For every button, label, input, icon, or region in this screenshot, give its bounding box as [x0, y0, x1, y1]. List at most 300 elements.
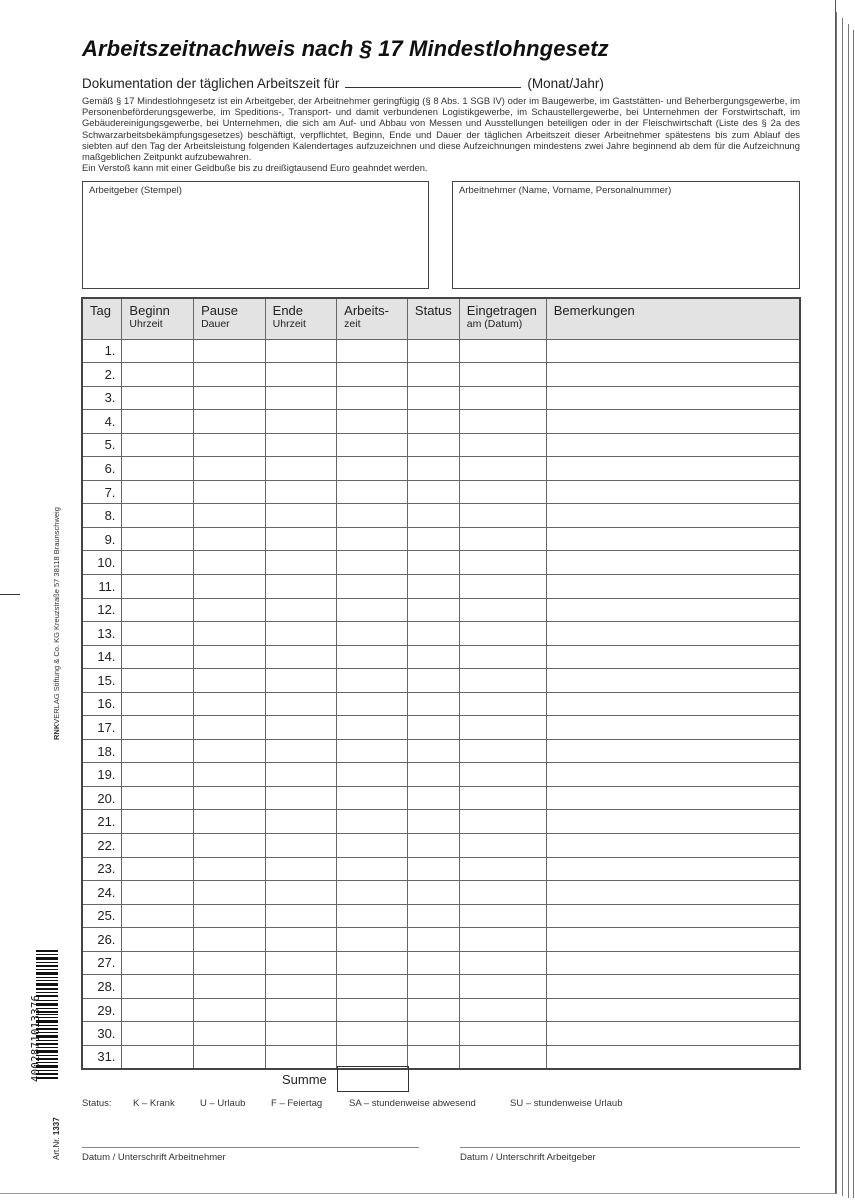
table-row: [82, 410, 800, 434]
table-cell[interactable]: [407, 928, 459, 952]
table-cell[interactable]: [546, 786, 800, 810]
table-cell[interactable]: [459, 433, 546, 457]
table-cell[interactable]: [265, 833, 337, 857]
punch-mark: [0, 594, 20, 595]
table-cell[interactable]: [122, 951, 194, 975]
day-number: 11.: [82, 574, 122, 598]
table-row: [82, 739, 800, 763]
day-number: 2.: [82, 363, 122, 387]
table-cell[interactable]: [459, 810, 546, 834]
table-cell[interactable]: [407, 386, 459, 410]
table-cell[interactable]: [337, 716, 408, 740]
table-cell[interactable]: [459, 339, 546, 363]
table-cell[interactable]: [265, 645, 337, 669]
table-cell[interactable]: [337, 598, 408, 622]
table-cell[interactable]: [459, 386, 546, 410]
table-cell[interactable]: [337, 833, 408, 857]
day-number: 20.: [82, 786, 122, 810]
status-item-abwesend: SA – stundenweise abwesend: [349, 1098, 476, 1109]
table-cell[interactable]: [546, 457, 800, 481]
table-cell[interactable]: [459, 669, 546, 693]
table-cell[interactable]: [337, 574, 408, 598]
table-cell[interactable]: [122, 975, 194, 999]
table-cell[interactable]: [407, 904, 459, 928]
table-cell[interactable]: [194, 1045, 266, 1069]
table-cell[interactable]: [337, 975, 408, 999]
table-cell[interactable]: [407, 669, 459, 693]
table-cell[interactable]: [194, 622, 266, 646]
table-cell[interactable]: [337, 692, 408, 716]
table-cell[interactable]: [546, 810, 800, 834]
table-cell[interactable]: [546, 739, 800, 763]
table-cell[interactable]: [265, 551, 337, 575]
day-number: 12.: [82, 598, 122, 622]
table-cell[interactable]: [337, 339, 408, 363]
table-cell[interactable]: [459, 928, 546, 952]
legal-penalty: Ein Verstoß kann mit einer Geldbuße bis zu dreißigtausend Euro geahndet werden.: [82, 162, 428, 174]
column-label: Status: [414, 303, 452, 318]
table-cell[interactable]: [194, 763, 266, 787]
table-cell[interactable]: [546, 363, 800, 387]
table-cell[interactable]: [194, 339, 266, 363]
table-cell[interactable]: [194, 1022, 266, 1046]
doc-suffix: (Monat/Jahr): [527, 76, 604, 91]
table-cell[interactable]: [459, 763, 546, 787]
table-cell[interactable]: [265, 480, 337, 504]
table-cell[interactable]: [194, 975, 266, 999]
table-cell[interactable]: [407, 857, 459, 881]
table-cell[interactable]: [337, 433, 408, 457]
table-cell[interactable]: [546, 692, 800, 716]
table-cell[interactable]: [194, 951, 266, 975]
table-cell[interactable]: [194, 833, 266, 857]
table-cell[interactable]: [122, 928, 194, 952]
table-cell[interactable]: [194, 527, 266, 551]
table-cell[interactable]: [407, 433, 459, 457]
table-row: [82, 622, 800, 646]
summe-field[interactable]: [337, 1066, 409, 1092]
column-header-0: [82, 298, 122, 339]
day-number: 10.: [82, 551, 122, 575]
publisher-bold: RNK: [52, 723, 61, 740]
table-cell[interactable]: [194, 410, 266, 434]
table-cell[interactable]: [122, 339, 194, 363]
table-cell[interactable]: [546, 669, 800, 693]
table-cell[interactable]: [546, 339, 800, 363]
table-cell[interactable]: [337, 881, 408, 905]
table-cell[interactable]: [459, 975, 546, 999]
day-number: 7.: [82, 480, 122, 504]
table-row: [82, 433, 800, 457]
table-cell[interactable]: [337, 363, 408, 387]
table-cell[interactable]: [122, 904, 194, 928]
table-cell[interactable]: [194, 904, 266, 928]
table-cell[interactable]: [194, 857, 266, 881]
table-cell[interactable]: [265, 739, 337, 763]
table-cell[interactable]: [407, 363, 459, 387]
table-cell[interactable]: [407, 951, 459, 975]
table-cell[interactable]: [546, 386, 800, 410]
table-cell[interactable]: [122, 763, 194, 787]
table-cell[interactable]: [194, 739, 266, 763]
column-sublabel: Uhrzeit: [129, 318, 163, 330]
table-cell[interactable]: [194, 363, 266, 387]
table-cell[interactable]: [265, 410, 337, 434]
table-cell[interactable]: [194, 692, 266, 716]
day-number: 18.: [82, 739, 122, 763]
table-cell[interactable]: [546, 1045, 800, 1069]
table-cell[interactable]: [194, 669, 266, 693]
table-cell[interactable]: [407, 622, 459, 646]
table-cell[interactable]: [459, 527, 546, 551]
day-number: 29.: [82, 998, 122, 1022]
table-cell[interactable]: [337, 480, 408, 504]
table-cell[interactable]: [337, 998, 408, 1022]
employer-stamp-box[interactable]: [82, 181, 429, 289]
table-cell[interactable]: [407, 975, 459, 999]
table-cell[interactable]: [265, 716, 337, 740]
table-cell[interactable]: [546, 881, 800, 905]
table-cell[interactable]: [122, 692, 194, 716]
table-cell[interactable]: [337, 857, 408, 881]
table-cell[interactable]: [459, 833, 546, 857]
table-row: [82, 386, 800, 410]
table-cell[interactable]: [407, 551, 459, 575]
table-cell[interactable]: [407, 881, 459, 905]
table-cell[interactable]: [459, 881, 546, 905]
table-cell[interactable]: [265, 975, 337, 999]
table-cell[interactable]: [194, 645, 266, 669]
table-cell[interactable]: [265, 457, 337, 481]
table-cell[interactable]: [337, 763, 408, 787]
table-cell[interactable]: [407, 645, 459, 669]
table-cell[interactable]: [122, 833, 194, 857]
table-cell[interactable]: [407, 457, 459, 481]
table-cell[interactable]: [546, 904, 800, 928]
barcode-number: 4002871013376: [30, 994, 42, 1082]
table-cell[interactable]: [546, 598, 800, 622]
table-cell[interactable]: [407, 480, 459, 504]
table-cell[interactable]: [546, 928, 800, 952]
table-cell[interactable]: [122, 504, 194, 528]
table-cell[interactable]: [459, 692, 546, 716]
table-cell[interactable]: [122, 480, 194, 504]
table-cell[interactable]: [459, 857, 546, 881]
table-cell[interactable]: [459, 574, 546, 598]
table-cell[interactable]: [407, 833, 459, 857]
table-row: [82, 692, 800, 716]
table-cell[interactable]: [337, 551, 408, 575]
table-cell[interactable]: [407, 410, 459, 434]
table-cell[interactable]: [194, 716, 266, 740]
column-header-4: [337, 298, 408, 339]
table-cell[interactable]: [194, 504, 266, 528]
table-cell[interactable]: [407, 527, 459, 551]
table-cell[interactable]: [546, 763, 800, 787]
table-cell[interactable]: [407, 763, 459, 787]
table-cell[interactable]: [407, 716, 459, 740]
table-cell[interactable]: [407, 998, 459, 1022]
table-cell[interactable]: [337, 928, 408, 952]
table-cell[interactable]: [337, 951, 408, 975]
table-cell[interactable]: [194, 786, 266, 810]
table-cell[interactable]: [122, 551, 194, 575]
column-label: Ende: [272, 303, 304, 318]
day-number: 28.: [82, 975, 122, 999]
table-cell[interactable]: [459, 1045, 546, 1069]
table-cell[interactable]: [337, 810, 408, 834]
table-row: [82, 669, 800, 693]
table-cell[interactable]: [459, 904, 546, 928]
table-cell[interactable]: [265, 763, 337, 787]
table-cell[interactable]: [407, 739, 459, 763]
table-cell[interactable]: [407, 1022, 459, 1046]
employee-signature-line[interactable]: [82, 1147, 419, 1163]
table-cell[interactable]: [122, 622, 194, 646]
day-number: 16.: [82, 692, 122, 716]
table-cell[interactable]: [194, 881, 266, 905]
publisher-text: VERLAG Stiftung & Co. KG Kreuzstraße 57 38118 Braunschweig: [52, 507, 61, 724]
table-cell[interactable]: [459, 998, 546, 1022]
table-row: [82, 598, 800, 622]
table-cell[interactable]: [337, 386, 408, 410]
table-cell[interactable]: [546, 998, 800, 1022]
table-cell[interactable]: [546, 951, 800, 975]
table-cell[interactable]: [194, 457, 266, 481]
table-cell[interactable]: [194, 480, 266, 504]
table-cell[interactable]: [194, 433, 266, 457]
employer-signature-label: Datum / Unterschrift Arbeitgeber: [460, 1152, 596, 1163]
table-cell[interactable]: [407, 810, 459, 834]
table-cell[interactable]: [265, 1022, 337, 1046]
table-cell[interactable]: [459, 457, 546, 481]
table-cell[interactable]: [122, 998, 194, 1022]
table-cell[interactable]: [122, 716, 194, 740]
legal-notice: [82, 95, 800, 173]
column-sublabel: Dauer: [201, 318, 230, 330]
table-cell[interactable]: [265, 904, 337, 928]
table-row: [82, 951, 800, 975]
table-cell[interactable]: [546, 1022, 800, 1046]
table-row: [82, 904, 800, 928]
table-cell[interactable]: [122, 669, 194, 693]
table-cell[interactable]: [194, 574, 266, 598]
table-cell[interactable]: [407, 598, 459, 622]
table-cell[interactable]: [337, 410, 408, 434]
table-cell[interactable]: [546, 622, 800, 646]
table-cell[interactable]: [265, 598, 337, 622]
table-cell[interactable]: [337, 457, 408, 481]
table-cell[interactable]: [122, 786, 194, 810]
table-cell[interactable]: [265, 857, 337, 881]
day-number: 21.: [82, 810, 122, 834]
table-cell[interactable]: [546, 574, 800, 598]
table-cell[interactable]: [194, 598, 266, 622]
table-cell[interactable]: [459, 504, 546, 528]
table-cell[interactable]: [459, 598, 546, 622]
status-label: Status:: [82, 1098, 112, 1109]
table-header-row: [82, 298, 800, 339]
table-cell[interactable]: [265, 692, 337, 716]
table-cell[interactable]: [194, 386, 266, 410]
table-cell[interactable]: [459, 716, 546, 740]
table-cell[interactable]: [122, 410, 194, 434]
table-cell[interactable]: [122, 527, 194, 551]
table-cell[interactable]: [546, 480, 800, 504]
table-cell[interactable]: [459, 645, 546, 669]
table-row: [82, 480, 800, 504]
column-header-2: [194, 298, 266, 339]
employee-info-box[interactable]: [452, 181, 800, 289]
table-cell[interactable]: [546, 975, 800, 999]
table-row: [82, 551, 800, 575]
table-cell[interactable]: [459, 622, 546, 646]
table-cell[interactable]: [546, 645, 800, 669]
table-cell[interactable]: [459, 739, 546, 763]
table-row: [82, 1022, 800, 1046]
day-number: 5.: [82, 433, 122, 457]
table-cell[interactable]: [122, 363, 194, 387]
status-item-krank: K – Krank: [133, 1098, 175, 1109]
table-cell[interactable]: [407, 692, 459, 716]
table-cell[interactable]: [337, 1022, 408, 1046]
table-cell[interactable]: [459, 951, 546, 975]
table-row: [82, 833, 800, 857]
table-cell[interactable]: [122, 1045, 194, 1069]
table-row: [82, 363, 800, 387]
table-cell[interactable]: [546, 716, 800, 740]
table-cell[interactable]: [546, 857, 800, 881]
table-cell[interactable]: [122, 386, 194, 410]
day-number: 24.: [82, 881, 122, 905]
table-cell[interactable]: [194, 810, 266, 834]
table-cell[interactable]: [265, 339, 337, 363]
table-row: [82, 574, 800, 598]
table-cell[interactable]: [265, 669, 337, 693]
column-label: Eingetragen: [466, 303, 537, 318]
column-label: Tag: [90, 303, 111, 318]
table-cell[interactable]: [122, 598, 194, 622]
day-number: 19.: [82, 763, 122, 787]
table-cell[interactable]: [546, 527, 800, 551]
column-sublabel: Uhrzeit: [272, 318, 306, 330]
table-cell[interactable]: [265, 574, 337, 598]
table-row: [82, 716, 800, 740]
doc-prefix: Dokumentation der täglichen Arbeitszeit für: [82, 76, 340, 91]
table-cell[interactable]: [194, 928, 266, 952]
table-cell[interactable]: [122, 457, 194, 481]
table-cell[interactable]: [265, 386, 337, 410]
table-cell[interactable]: [194, 551, 266, 575]
table-row: [82, 857, 800, 881]
table-cell[interactable]: [459, 551, 546, 575]
day-number: 26.: [82, 928, 122, 952]
employer-signature-line[interactable]: [460, 1147, 800, 1163]
day-number: 8.: [82, 504, 122, 528]
article-number: [52, 1117, 61, 1160]
table-row: [82, 810, 800, 834]
table-row: [82, 786, 800, 810]
table-cell[interactable]: [265, 810, 337, 834]
table-cell[interactable]: [265, 1045, 337, 1069]
table-cell[interactable]: [337, 527, 408, 551]
day-number: 1.: [82, 339, 122, 363]
table-cell[interactable]: [407, 574, 459, 598]
table-cell[interactable]: [265, 998, 337, 1022]
day-number: 15.: [82, 669, 122, 693]
table-cell[interactable]: [459, 410, 546, 434]
table-cell[interactable]: [337, 645, 408, 669]
table-cell[interactable]: [122, 574, 194, 598]
table-cell[interactable]: [194, 998, 266, 1022]
table-cell[interactable]: [337, 786, 408, 810]
column-header-5: [407, 298, 459, 339]
column-header-3: [265, 298, 337, 339]
table-cell[interactable]: [459, 363, 546, 387]
table-cell[interactable]: [265, 504, 337, 528]
table-cell[interactable]: [546, 433, 800, 457]
column-label: Pause: [201, 303, 238, 318]
table-cell[interactable]: [546, 504, 800, 528]
table-cell[interactable]: [122, 645, 194, 669]
table-cell[interactable]: [546, 551, 800, 575]
table-cell[interactable]: [265, 881, 337, 905]
form-title: Arbeitszeitnachweis nach § 17 Mindestlohngesetz: [82, 36, 609, 61]
table-cell[interactable]: [265, 951, 337, 975]
publisher-imprint: [52, 507, 61, 740]
table-cell[interactable]: [407, 339, 459, 363]
table-cell[interactable]: [265, 433, 337, 457]
day-number: 3.: [82, 386, 122, 410]
table-cell[interactable]: [337, 504, 408, 528]
table-cell[interactable]: [337, 739, 408, 763]
table-cell[interactable]: [122, 810, 194, 834]
table-row: [82, 998, 800, 1022]
table-cell[interactable]: [337, 669, 408, 693]
table-cell[interactable]: [265, 786, 337, 810]
table-cell[interactable]: [546, 410, 800, 434]
table-cell[interactable]: [459, 1022, 546, 1046]
table-cell[interactable]: [265, 363, 337, 387]
table-cell[interactable]: [407, 504, 459, 528]
table-cell[interactable]: [407, 786, 459, 810]
table-cell[interactable]: [122, 857, 194, 881]
table-row: [82, 527, 800, 551]
table-cell[interactable]: [337, 622, 408, 646]
table-cell[interactable]: [265, 622, 337, 646]
status-item-stundenurlaub: SU – stundenweise Urlaub: [510, 1098, 623, 1109]
table-cell[interactable]: [122, 739, 194, 763]
table-cell[interactable]: [265, 928, 337, 952]
table-row: [82, 457, 800, 481]
table-cell[interactable]: [337, 904, 408, 928]
table-cell[interactable]: [459, 786, 546, 810]
day-number: 9.: [82, 527, 122, 551]
status-item-feiertag: F – Feiertag: [271, 1098, 323, 1109]
table-cell[interactable]: [122, 1022, 194, 1046]
day-number: 22.: [82, 833, 122, 857]
month-year-field[interactable]: [345, 76, 521, 88]
employer-label: Arbeitgeber (Stempel): [89, 185, 182, 196]
column-header-6: [459, 298, 546, 339]
table-cell[interactable]: [122, 433, 194, 457]
column-label: Bemerkungen: [553, 303, 635, 318]
table-cell[interactable]: [407, 1045, 459, 1069]
table-cell[interactable]: [265, 527, 337, 551]
table-cell[interactable]: [459, 480, 546, 504]
table-cell[interactable]: [546, 833, 800, 857]
table-cell[interactable]: [122, 881, 194, 905]
